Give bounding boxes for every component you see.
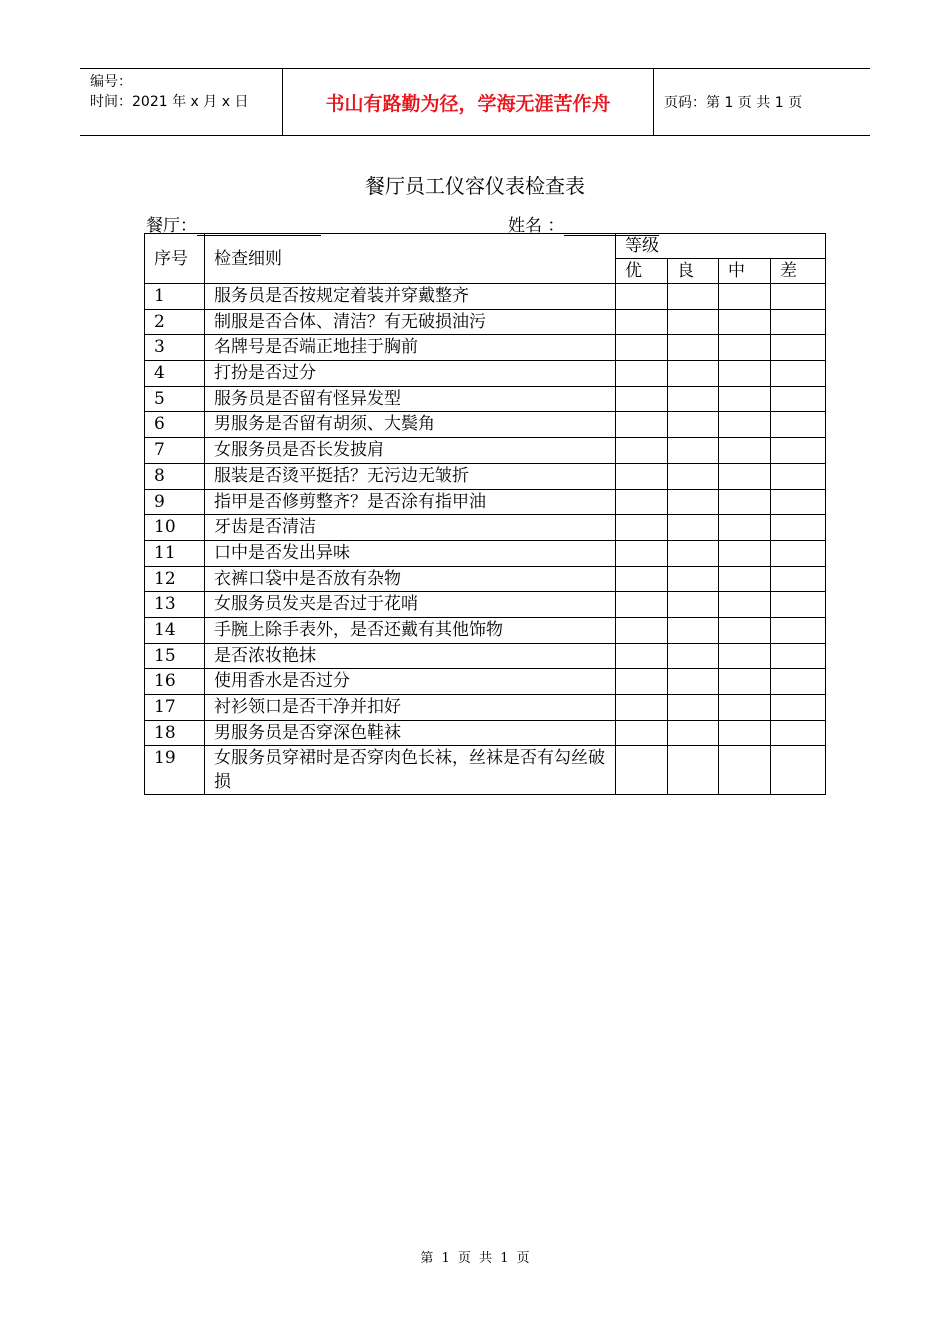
grade-cell-good[interactable] xyxy=(668,438,719,464)
grade-cell-excellent[interactable] xyxy=(616,438,668,464)
table-row xyxy=(145,617,826,643)
row-number: 4 xyxy=(145,361,205,387)
grade-cell-average[interactable] xyxy=(719,309,771,335)
row-criterion: 衬衫领口是否干净并扣好 xyxy=(205,695,616,721)
grade-cell-excellent[interactable] xyxy=(616,412,668,438)
column-header-detail: 检查细则 xyxy=(205,234,616,284)
grade-cell-poor[interactable] xyxy=(771,335,826,361)
grade-cell-poor[interactable] xyxy=(771,284,826,310)
table-row xyxy=(145,720,826,746)
grade-cell-good[interactable] xyxy=(668,463,719,489)
row-criterion: 制服是否合体、清洁？有无破损油污 xyxy=(205,309,616,335)
grade-cell-good[interactable] xyxy=(668,309,719,335)
grade-cell-average[interactable] xyxy=(719,540,771,566)
row-number: 17 xyxy=(145,695,205,721)
grade-header-excellent: 优 xyxy=(616,259,668,284)
row-number: 6 xyxy=(145,412,205,438)
grade-cell-excellent[interactable] xyxy=(616,695,668,721)
table-row xyxy=(145,695,826,721)
grade-cell-average[interactable] xyxy=(719,695,771,721)
table-row xyxy=(145,284,826,310)
row-criterion: 女服务员发夹是否过于花哨 xyxy=(205,592,616,618)
grade-cell-poor[interactable] xyxy=(771,540,826,566)
row-criterion: 女服务员是否长发披肩 xyxy=(205,438,616,464)
grade-cell-average[interactable] xyxy=(719,592,771,618)
row-criterion: 男服务员是否穿深色鞋袜 xyxy=(205,720,616,746)
grade-cell-poor[interactable] xyxy=(771,720,826,746)
grade-cell-good[interactable] xyxy=(668,695,719,721)
grade-cell-poor[interactable] xyxy=(771,309,826,335)
table-row xyxy=(145,669,826,695)
grade-cell-good[interactable] xyxy=(668,515,719,541)
table-row xyxy=(145,592,826,618)
grade-cell-excellent[interactable] xyxy=(616,540,668,566)
grade-cell-average[interactable] xyxy=(719,720,771,746)
grade-cell-good[interactable] xyxy=(668,540,719,566)
grade-cell-good[interactable] xyxy=(668,489,719,515)
grade-cell-excellent[interactable] xyxy=(616,284,668,310)
grade-cell-good[interactable] xyxy=(668,335,719,361)
row-number: 14 xyxy=(145,617,205,643)
page-title: 餐厅员工仪容仪表检查表 xyxy=(365,174,585,198)
grade-cell-average[interactable] xyxy=(719,566,771,592)
grade-cell-average[interactable] xyxy=(719,463,771,489)
grade-cell-poor[interactable] xyxy=(771,669,826,695)
grade-cell-poor[interactable] xyxy=(771,463,826,489)
grade-cell-poor[interactable] xyxy=(771,361,826,387)
grade-cell-excellent[interactable] xyxy=(616,309,668,335)
row-criterion: 指甲是否修剪整齐？是否涂有指甲油 xyxy=(205,489,616,515)
grade-cell-good[interactable] xyxy=(668,669,719,695)
time-label: 时间：2021 年 x 月 x 日 xyxy=(90,94,249,110)
grade-cell-excellent[interactable] xyxy=(616,643,668,669)
grade-cell-average[interactable] xyxy=(719,643,771,669)
row-number: 10 xyxy=(145,515,205,541)
row-number: 16 xyxy=(145,669,205,695)
header-meta xyxy=(80,69,282,135)
table-row xyxy=(145,463,826,489)
table-row xyxy=(145,335,826,361)
row-number: 18 xyxy=(145,720,205,746)
grade-cell-poor[interactable] xyxy=(771,643,826,669)
grade-cell-excellent[interactable] xyxy=(616,463,668,489)
table-row xyxy=(145,643,826,669)
row-number: 12 xyxy=(145,566,205,592)
grade-cell-good[interactable] xyxy=(668,720,719,746)
row-criterion: 服务员是否留有怪异发型 xyxy=(205,386,616,412)
grade-cell-average[interactable] xyxy=(719,412,771,438)
row-number: 2 xyxy=(145,309,205,335)
grade-cell-average[interactable] xyxy=(719,746,771,795)
table-row xyxy=(145,412,826,438)
grade-cell-excellent[interactable] xyxy=(616,515,668,541)
table-row xyxy=(145,309,826,335)
header-motto: 书山有路勤为径，学海无涯苦作舟 xyxy=(282,69,654,135)
column-header-grade: 等级 xyxy=(616,234,826,259)
grade-cell-average[interactable] xyxy=(719,386,771,412)
row-number: 5 xyxy=(145,386,205,412)
grade-cell-poor[interactable] xyxy=(771,746,826,795)
row-criterion: 衣裤口袋中是否放有杂物 xyxy=(205,566,616,592)
number-label: 编号： xyxy=(90,74,132,90)
grade-cell-average[interactable] xyxy=(719,284,771,310)
row-number: 8 xyxy=(145,463,205,489)
grade-cell-excellent[interactable] xyxy=(616,361,668,387)
row-number: 1 xyxy=(145,284,205,310)
grade-cell-good[interactable] xyxy=(668,592,719,618)
header-page-info: 页码：第 1 页 共 1 页 xyxy=(664,95,803,111)
row-number: 19 xyxy=(145,746,205,795)
grade-cell-good[interactable] xyxy=(668,412,719,438)
grade-cell-average[interactable] xyxy=(719,489,771,515)
inspection-table xyxy=(144,233,826,795)
grade-cell-poor[interactable] xyxy=(771,617,826,643)
grade-cell-average[interactable] xyxy=(719,438,771,464)
grade-header-average: 中 xyxy=(719,259,771,284)
grade-cell-excellent[interactable] xyxy=(616,592,668,618)
table-row xyxy=(145,515,826,541)
grade-cell-good[interactable] xyxy=(668,566,719,592)
row-criterion: 打扮是否过分 xyxy=(205,361,616,387)
grade-cell-good[interactable] xyxy=(668,617,719,643)
grade-header-good: 良 xyxy=(668,259,719,284)
grade-cell-good[interactable] xyxy=(668,361,719,387)
grade-cell-average[interactable] xyxy=(719,515,771,541)
name-label: 姓名 ： xyxy=(508,216,565,236)
table-row xyxy=(145,566,826,592)
table-row xyxy=(145,746,826,795)
row-criterion: 使用香水是否过分 xyxy=(205,669,616,695)
grade-cell-excellent[interactable] xyxy=(616,489,668,515)
grade-cell-poor[interactable] xyxy=(771,489,826,515)
row-criterion: 牙齿是否清洁 xyxy=(205,515,616,541)
grade-cell-excellent[interactable] xyxy=(616,566,668,592)
row-criterion: 是否浓妆艳抹 xyxy=(205,643,616,669)
table-row xyxy=(145,540,826,566)
grade-cell-poor[interactable] xyxy=(771,412,826,438)
grade-cell-average[interactable] xyxy=(719,335,771,361)
row-criterion: 女服务员穿裙时是否穿肉色长袜，丝袜是否有勾丝破损 xyxy=(205,746,616,795)
grade-cell-poor[interactable] xyxy=(771,438,826,464)
table-row xyxy=(145,489,826,515)
grade-cell-poor[interactable] xyxy=(771,386,826,412)
row-number: 11 xyxy=(145,540,205,566)
table-row xyxy=(145,438,826,464)
grade-cell-good[interactable] xyxy=(668,746,719,795)
row-number: 15 xyxy=(145,643,205,669)
grade-cell-poor[interactable] xyxy=(771,566,826,592)
row-criterion: 服装是否烫平挺括？无污边无皱折 xyxy=(205,463,616,489)
column-header-seq: 序号 xyxy=(145,234,205,284)
page-footer: 第 1 页 共 1 页 xyxy=(420,1251,530,1266)
row-criterion: 口中是否发出异味 xyxy=(205,540,616,566)
row-criterion: 服务员是否按规定着装并穿戴整齐 xyxy=(205,284,616,310)
row-criterion: 名牌号是否端正地挂于胸前 xyxy=(205,335,616,361)
restaurant-label: 餐厅： xyxy=(146,216,197,236)
grade-cell-poor[interactable] xyxy=(771,515,826,541)
row-criterion: 手腕上除手表外，是否还戴有其他饰物 xyxy=(205,617,616,643)
row-number: 7 xyxy=(145,438,205,464)
table-row xyxy=(145,386,826,412)
row-number: 13 xyxy=(145,592,205,618)
grade-cell-excellent[interactable] xyxy=(616,746,668,795)
grade-cell-poor[interactable] xyxy=(771,695,826,721)
document-header xyxy=(80,68,870,136)
form-fields xyxy=(146,211,846,235)
grade-cell-excellent[interactable] xyxy=(616,386,668,412)
grade-cell-good[interactable] xyxy=(668,643,719,669)
grade-cell-average[interactable] xyxy=(719,669,771,695)
row-number: 3 xyxy=(145,335,205,361)
grade-cell-good[interactable] xyxy=(668,386,719,412)
grade-cell-average[interactable] xyxy=(719,617,771,643)
grade-cell-excellent[interactable] xyxy=(616,617,668,643)
row-number: 9 xyxy=(145,489,205,515)
grade-cell-average[interactable] xyxy=(719,361,771,387)
grade-header-poor: 差 xyxy=(771,259,826,284)
row-criterion: 男服务是否留有胡须、大鬓角 xyxy=(205,412,616,438)
grade-cell-excellent[interactable] xyxy=(616,335,668,361)
grade-cell-poor[interactable] xyxy=(771,592,826,618)
table-row xyxy=(145,361,826,387)
grade-cell-excellent[interactable] xyxy=(616,720,668,746)
grade-cell-good[interactable] xyxy=(668,284,719,310)
grade-cell-excellent[interactable] xyxy=(616,669,668,695)
